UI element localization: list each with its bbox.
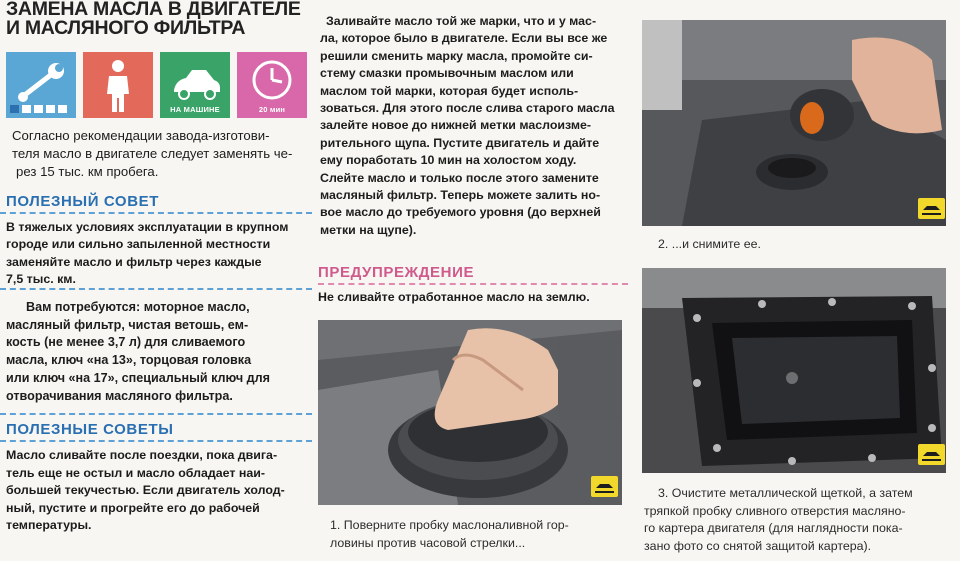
instruction-line: метки на щупе). — [320, 222, 417, 237]
tips-line: температуры. — [6, 518, 92, 533]
page-title-line-2: И МАСЛЯНОГО ФИЛЬТРА — [6, 17, 246, 39]
tip-heading: ПОЛЕЗНЫЙ СОВЕТ — [6, 193, 159, 210]
tip-text — [0, 219, 312, 288]
instruction-line: залейте новое до нижней метки маслоизме- — [320, 118, 592, 133]
oil-cap-photo — [318, 320, 622, 505]
instruction-line: решили сменить марку масла, промойте си- — [320, 48, 593, 63]
tip-bottom-divider — [0, 288, 312, 290]
instruction-line: Заливайте масло той же марки, что и у мас- — [326, 14, 597, 28]
instruction-line: вое масло до требуемого уровня (до верхней — [320, 205, 601, 220]
removed-cap-photo — [642, 20, 946, 226]
tips-line: большей текучестью. Если двигатель холод- — [6, 483, 285, 498]
tip-line: городе или сильно запыленной местности — [6, 237, 271, 252]
caption-line: зано фото со снятой защитой картера). — [644, 538, 872, 553]
tips-heading: ПОЛЕЗНЫЕ СОВЕТЫ — [6, 421, 174, 438]
time-tile — [237, 52, 307, 118]
tools-line: кость (не менее 3,7 л) для сливаемого — [6, 335, 246, 350]
location-tile — [160, 52, 230, 118]
intro-paragraph — [12, 127, 310, 182]
instruction-line: ла, которое было в двигателе. Если вы все же — [320, 31, 608, 46]
photo-3 — [642, 268, 946, 473]
instruction-line: маслом той марки, которая будет исполь- — [320, 83, 579, 98]
photo-2 — [642, 20, 946, 226]
caption-line: 1. Поверните пробку маслоналивной гор- — [330, 518, 569, 532]
tips-line: Масло сливайте после поездки, пока двига- — [6, 448, 278, 462]
car-lift-icon — [918, 444, 945, 465]
person-icon — [83, 52, 153, 118]
workers-tile — [83, 52, 153, 118]
tools-paragraph — [6, 299, 312, 405]
tips-text — [0, 447, 312, 535]
instruction-line: зоваться. Для этого после слива старого масла — [320, 101, 615, 116]
car-lift-badge — [591, 476, 618, 497]
car-lift-icon — [918, 198, 945, 219]
difficulty-level-3 — [34, 105, 43, 113]
photo-1-caption — [330, 517, 630, 552]
tips-box — [0, 413, 312, 535]
difficulty-level-4 — [46, 105, 55, 113]
car-lift-badge — [918, 444, 945, 465]
tools-line: масляный фильтр, чистая ветошь, ем- — [6, 317, 249, 332]
tip-line: 7,5 тыс. км. — [6, 271, 76, 286]
warning-text: Не сливайте отработанное масло на землю. — [318, 290, 590, 304]
page-title-line-1: ЗАМЕНА МАСЛА В ДВИГАТЕЛЕ — [6, 0, 301, 20]
instruction-line: стему смазки промывочным маслом или — [320, 66, 574, 81]
tools-line: Вам потребуются: моторное масло, — [26, 300, 250, 314]
warning-divider — [318, 283, 628, 285]
tip-box — [0, 193, 312, 288]
tips-divider — [0, 440, 312, 442]
tips-line: ный, пустите и прогрейте его до рабочей — [6, 500, 260, 515]
difficulty-tile — [6, 52, 76, 118]
oil-pan-photo — [642, 268, 946, 473]
tip-line: заменяйте масло и фильтр через каждые — [6, 254, 262, 269]
photo-2-caption — [658, 236, 761, 254]
difficulty-level-5 — [58, 105, 67, 113]
instruction-line: ему поработать 10 мин на холостом ходу. — [320, 153, 577, 168]
instruction-line: масляный фильтр. Теперь можете залить но- — [320, 188, 601, 203]
time-caption: 20 мин — [258, 105, 286, 114]
page-title — [6, 0, 301, 38]
intro-line: теля масло в двигателе следует заменять че- — [12, 146, 293, 162]
tip-divider — [0, 212, 312, 214]
tools-line: масла, ключ «на 13», торцовая головка — [6, 353, 252, 368]
caption-line: 2. ...и снимите ее. — [658, 237, 761, 251]
difficulty-level-2 — [22, 105, 31, 113]
warning-heading: ПРЕДУПРЕЖДЕНИЕ — [318, 264, 475, 281]
instruction-line: Слейте масло и только после этого замените — [320, 170, 599, 185]
location-caption: НА МАШИНЕ — [170, 105, 220, 114]
photo-3-caption — [644, 485, 956, 555]
tips-line: тель еще не остыл и масло обладает наи- — [6, 465, 265, 480]
car-lift-icon — [591, 476, 618, 497]
car-lift-badge — [918, 198, 945, 219]
intro-line: рез 15 тыс. км пробега. — [16, 164, 159, 180]
tools-line: отворачивания масляного фильтра. — [6, 388, 233, 403]
caption-line: тряпкой пробку сливного отверстия масляно- — [644, 503, 906, 518]
instruction-line: рительного щупа. Пустите двигатель и дайте — [320, 135, 600, 150]
tip-line: В тяжелых условиях эксплуатации в крупном — [6, 220, 289, 234]
difficulty-level-1 — [10, 105, 19, 113]
photo-1 — [318, 320, 622, 505]
intro-line: Согласно рекомендации завода-изготови- — [12, 128, 270, 143]
instructions-paragraph — [320, 13, 626, 239]
caption-line: го картера двигателя (для наглядности пока- — [644, 521, 903, 535]
caption-line: ловины против часовой стрелки... — [330, 535, 526, 550]
caption-line: 3. Очистите металлической щеткой, а затем — [658, 486, 913, 500]
tools-line: или ключ «на 17», специальный ключ для — [6, 370, 270, 385]
